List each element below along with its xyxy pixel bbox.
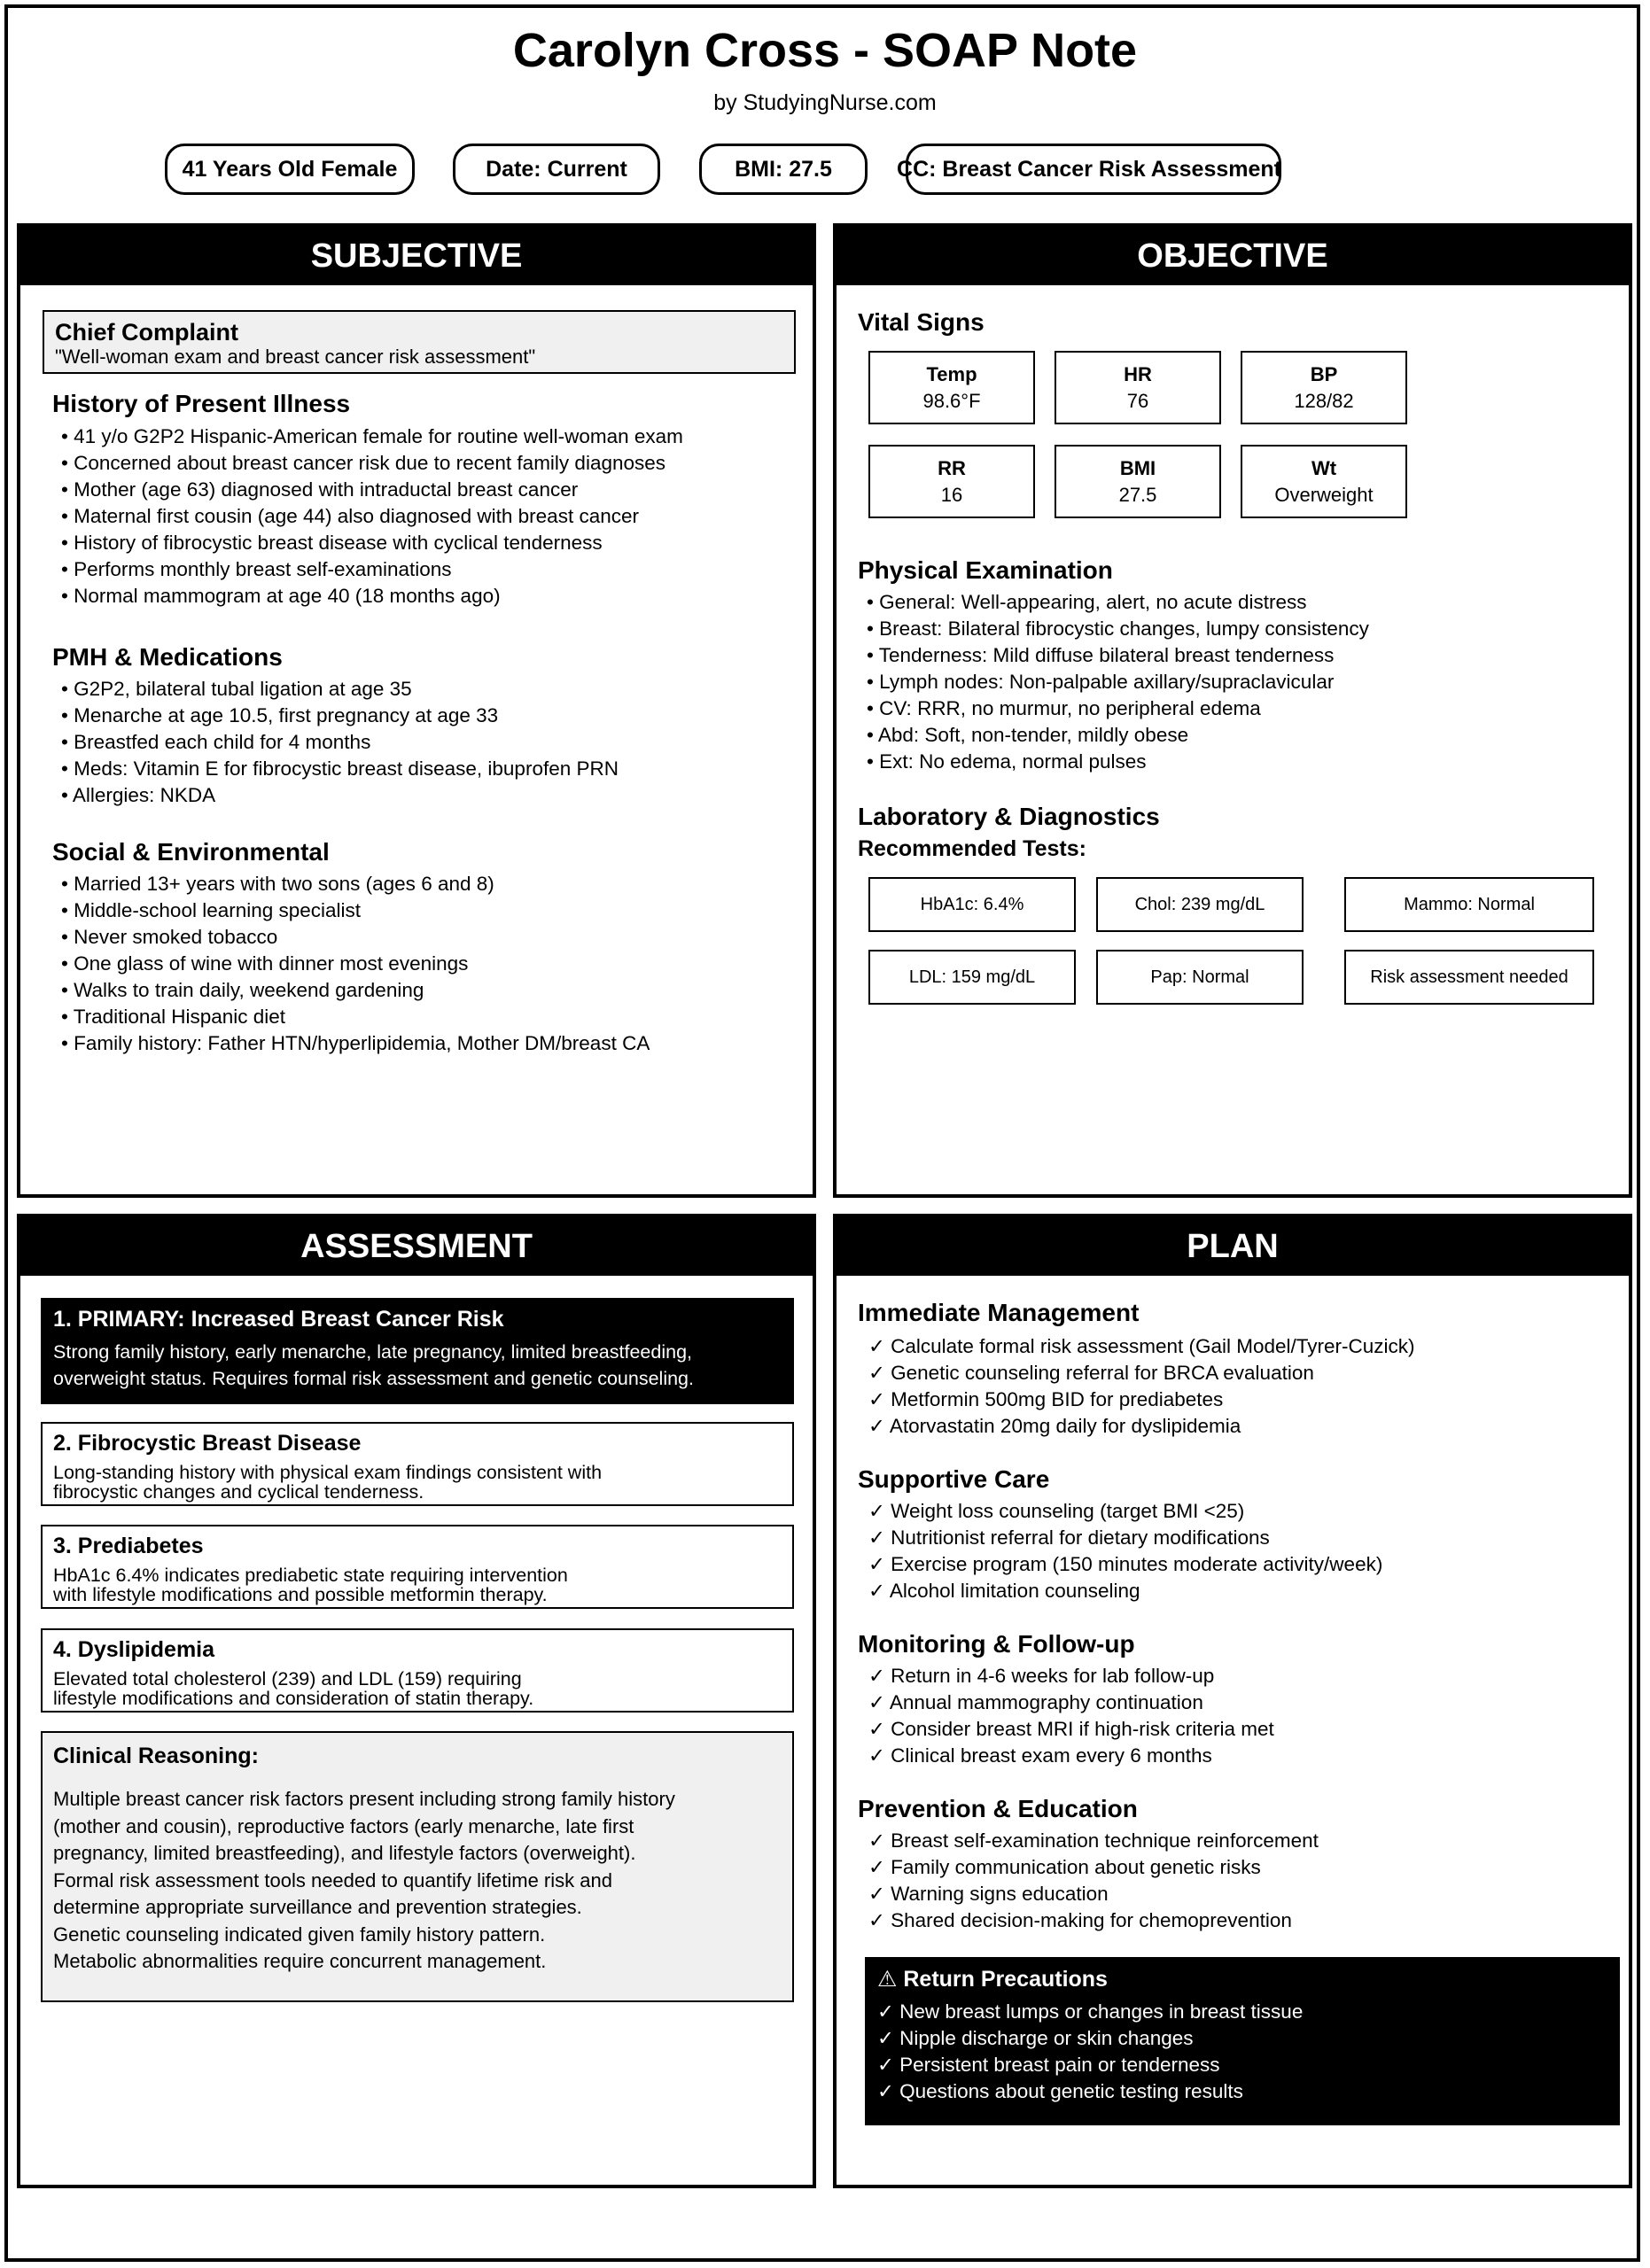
chief-complaint-text: "Well-woman exam and breast cancer risk assessment" (55, 346, 536, 368)
labs-heading: Laboratory & Diagnostics (858, 803, 1160, 830)
objective-header: OBJECTIVE (837, 227, 1629, 285)
list-item: ✓ Nipple discharge or skin changes (877, 2027, 1194, 2049)
list-item: • Tenderness: Mild diffuse bilateral breast tenderness (867, 644, 1335, 666)
list-item: • Never smoked tobacco (61, 926, 278, 948)
list-item: ✓ Warning signs education (868, 1883, 1109, 1905)
list-item: • 41 y/o G2P2 Hispanic-American female for routine well-woman exam (61, 425, 683, 447)
vital-hr: HR 76 (1055, 351, 1221, 424)
lab-mammogram: Mammo: Normal (1344, 877, 1594, 932)
list-item: ✓ Annual mammography continuation (868, 1691, 1203, 1713)
list-item: • Traditional Hispanic diet (61, 1006, 286, 1028)
vital-rr: RR 16 (868, 445, 1035, 518)
prevention-heading: Prevention & Education (858, 1795, 1138, 1822)
date-pill: Date: Current (453, 144, 660, 195)
hpi-heading: History of Present Illness (52, 390, 351, 417)
supportive-list (868, 1498, 1382, 1604)
assessment-item-line: fibrocystic changes and cyclical tenderness. (53, 1481, 424, 1503)
assessment-dyslipidemia-box (41, 1628, 794, 1713)
list-item: ✓ Alcohol limitation counseling (868, 1580, 1140, 1602)
assessment-header: ASSESSMENT (20, 1217, 813, 1276)
lab-pap: Pap: Normal (1096, 950, 1304, 1005)
immediate-heading: Immediate Management (858, 1299, 1140, 1326)
vitals-heading: Vital Signs (858, 308, 985, 336)
lab-risk-assessment: Risk assessment needed (1344, 950, 1594, 1005)
lab-ldl: LDL: 159 mg/dL (868, 950, 1076, 1005)
list-item: ✓ New breast lumps or changes in breast tissue (877, 2000, 1304, 2023)
prevention-list (868, 1828, 1319, 1934)
list-item: • General: Well-appearing, alert, no acute distress (867, 591, 1307, 613)
list-item: ✓ Questions about genetic testing results (877, 2080, 1243, 2102)
list-item: • Breastfed each child for 4 months (61, 731, 371, 753)
pmh-heading: PMH & Medications (52, 643, 283, 671)
clinical-reasoning-box (41, 1731, 794, 2002)
list-item: ✓ Family communication about genetic risks (868, 1856, 1261, 1878)
list-item: ✓ Shared decision-making for chemoprevention (868, 1909, 1292, 1931)
immediate-list (868, 1333, 1415, 1440)
plan-header: PLAN (837, 1217, 1629, 1276)
list-item: • Meds: Vitamin E for fibrocystic breast disease, ibuprofen PRN (61, 757, 619, 780)
list-item: • History of fibrocystic breast disease with cyclical tenderness (61, 532, 603, 554)
assessment-item-title: 2. Fibrocystic Breast Disease (53, 1431, 362, 1456)
assessment-primary-box (41, 1298, 794, 1404)
list-item: • Performs monthly breast self-examinations (61, 558, 452, 580)
assessment-item-line: HbA1c 6.4% indicates prediabetic state requiring intervention (53, 1565, 568, 1586)
vital-bmi: BMI 27.5 (1055, 445, 1221, 518)
monitoring-heading: Monitoring & Follow-up (858, 1630, 1135, 1658)
chief-complaint-pill (897, 144, 1281, 195)
chief-complaint-box (43, 310, 796, 374)
list-item: ✓ Exercise program (150 minutes moderate activity/week) (868, 1553, 1383, 1575)
list-item: • G2P2, bilateral tubal ligation at age 35 (61, 678, 412, 700)
assessment-item-line: Elevated total cholesterol (239) and LDL (159) requiring (53, 1668, 522, 1689)
list-item: ✓ Calculate formal risk assessment (Gail Model/Tyrer-Cuzick) (868, 1335, 1415, 1357)
list-item: ✓ Persistent breast pain or tenderness (877, 2054, 1220, 2076)
list-item: ✓ Clinical breast exam every 6 months (868, 1744, 1212, 1767)
list-item: ✓ Return in 4-6 weeks for lab follow-up (868, 1665, 1215, 1687)
exam-list (867, 589, 1369, 775)
subjective-panel (17, 223, 816, 1198)
vital-temp: Temp 98.6°F (868, 351, 1035, 424)
list-item: • Mother (age 63) diagnosed with intraductal breast cancer (61, 478, 579, 501)
list-item: • Breast: Bilateral fibrocystic changes, lumpy consistency (867, 617, 1369, 640)
assessment-item-title: 4. Dyslipidemia (53, 1637, 215, 1662)
chief-complaint-heading: Chief Complaint (55, 319, 238, 346)
vital-bp: BP 128/82 (1241, 351, 1407, 424)
list-item: ✓ Weight loss counseling (target BMI <25) (868, 1500, 1245, 1522)
list-item: • Normal mammogram at age 40 (18 months ago) (61, 585, 501, 607)
assessment-item-line: overweight status. Requires formal risk assessment and genetic counseling. (53, 1368, 694, 1389)
list-item: • Family history: Father HTN/hyperlipidemia, Mother DM/breast CA (61, 1032, 650, 1054)
list-item: • Middle-school learning specialist (61, 899, 362, 921)
lab-hba1c: HbA1c: 6.4% (868, 877, 1076, 932)
hpi-list (61, 423, 683, 610)
pmh-list (61, 676, 619, 809)
assessment-prediabetes-box (41, 1525, 794, 1609)
assessment-item-line: Strong family history, early menarche, late pregnancy, limited breastfeeding, (53, 1341, 692, 1363)
list-item: • Walks to train daily, weekend gardening (61, 979, 424, 1001)
labs-subheading: Recommended Tests: (858, 836, 1086, 861)
bmi-pill: BMI: 27.5 (699, 144, 868, 195)
clinical-reasoning-title: Clinical Reasoning: (53, 1744, 259, 1768)
social-heading: Social & Environmental (52, 838, 330, 866)
subjective-header: SUBJECTIVE (20, 227, 813, 285)
clinical-reasoning-text: Multiple breast cancer risk factors present including strong family history (mother and cousin), reproductive factors (early menarche, late first pregnancy, limited breastfeeding), and lifestyle factors (overweight). Formal risk assessment tools needed to quantify lifetime risk and determine appropriate surveillance and prevention strategies. Genetic counseling indicated given family history pattern. Metabolic abnormalities require concurrent management. (53, 1788, 675, 1972)
list-item: • Maternal first cousin (age 44) also diagnosed with breast cancer (61, 505, 639, 527)
assessment-item-title: 1. PRIMARY: Increased Breast Cancer Risk (53, 1307, 504, 1332)
list-item: ✓ Nutritionist referral for dietary modifications (868, 1526, 1270, 1549)
list-item: ✓ Consider breast MRI if high-risk criteria met (868, 1718, 1274, 1740)
list-item: • Allergies: NKDA (61, 784, 216, 806)
list-item: ✓ Metformin 500mg BID for prediabetes (868, 1388, 1224, 1410)
monitoring-list (868, 1663, 1274, 1769)
page-subtitle: by StudyingNurse.com (713, 90, 937, 115)
list-item: ✓ Breast self-examination technique reinforcement (868, 1829, 1319, 1852)
list-item: • Concerned about breast cancer risk due to recent family diagnoses (61, 452, 666, 474)
assessment-item-line: lifestyle modifications and consideration of statin therapy. (53, 1688, 534, 1709)
list-item: • One glass of wine with dinner most evenings (61, 952, 469, 975)
return-precautions-title: ⚠ Return Precautions (877, 1967, 1108, 1992)
list-item: ✓ Atorvastatin 20mg daily for dyslipidemia (868, 1415, 1241, 1437)
list-item: • CV: RRR, no murmur, no peripheral edema (867, 697, 1261, 719)
list-item: • Married 13+ years with two sons (ages 6 and 8) (61, 873, 494, 895)
list-item: • Abd: Soft, non-tender, mildly obese (867, 724, 1189, 746)
page-title: Carolyn Cross - SOAP Note (512, 24, 1138, 77)
assessment-fibrocystic-box (41, 1422, 794, 1506)
patient-age-pill: 41 Years Old Female (165, 144, 415, 195)
vital-weight: Wt Overweight (1241, 445, 1407, 518)
assessment-item-line: Long-standing history with physical exam findings consistent with (53, 1462, 603, 1483)
list-item: • Ext: No edema, normal pulses (867, 750, 1147, 773)
assessment-item-line: with lifestyle modifications and possible metformin therapy. (53, 1584, 548, 1605)
social-list (61, 871, 650, 1057)
list-item: • Menarche at age 10.5, first pregnancy at age 33 (61, 704, 499, 726)
return-precautions-list (877, 1999, 1303, 2105)
exam-heading: Physical Examination (858, 556, 1113, 584)
list-item: ✓ Genetic counseling referral for BRCA evaluation (868, 1362, 1314, 1384)
supportive-heading: Supportive Care (858, 1465, 1050, 1493)
assessment-item-title: 3. Prediabetes (53, 1534, 204, 1558)
objective-panel (833, 223, 1632, 1198)
return-precautions-box (865, 1957, 1620, 2125)
chief-complaint-pill-text: CC: Breast Cancer Risk Assessment (897, 156, 1281, 182)
list-item: • Lymph nodes: Non-palpable axillary/supraclavicular (867, 671, 1335, 693)
lab-cholesterol: Chol: 239 mg/dL (1096, 877, 1304, 932)
